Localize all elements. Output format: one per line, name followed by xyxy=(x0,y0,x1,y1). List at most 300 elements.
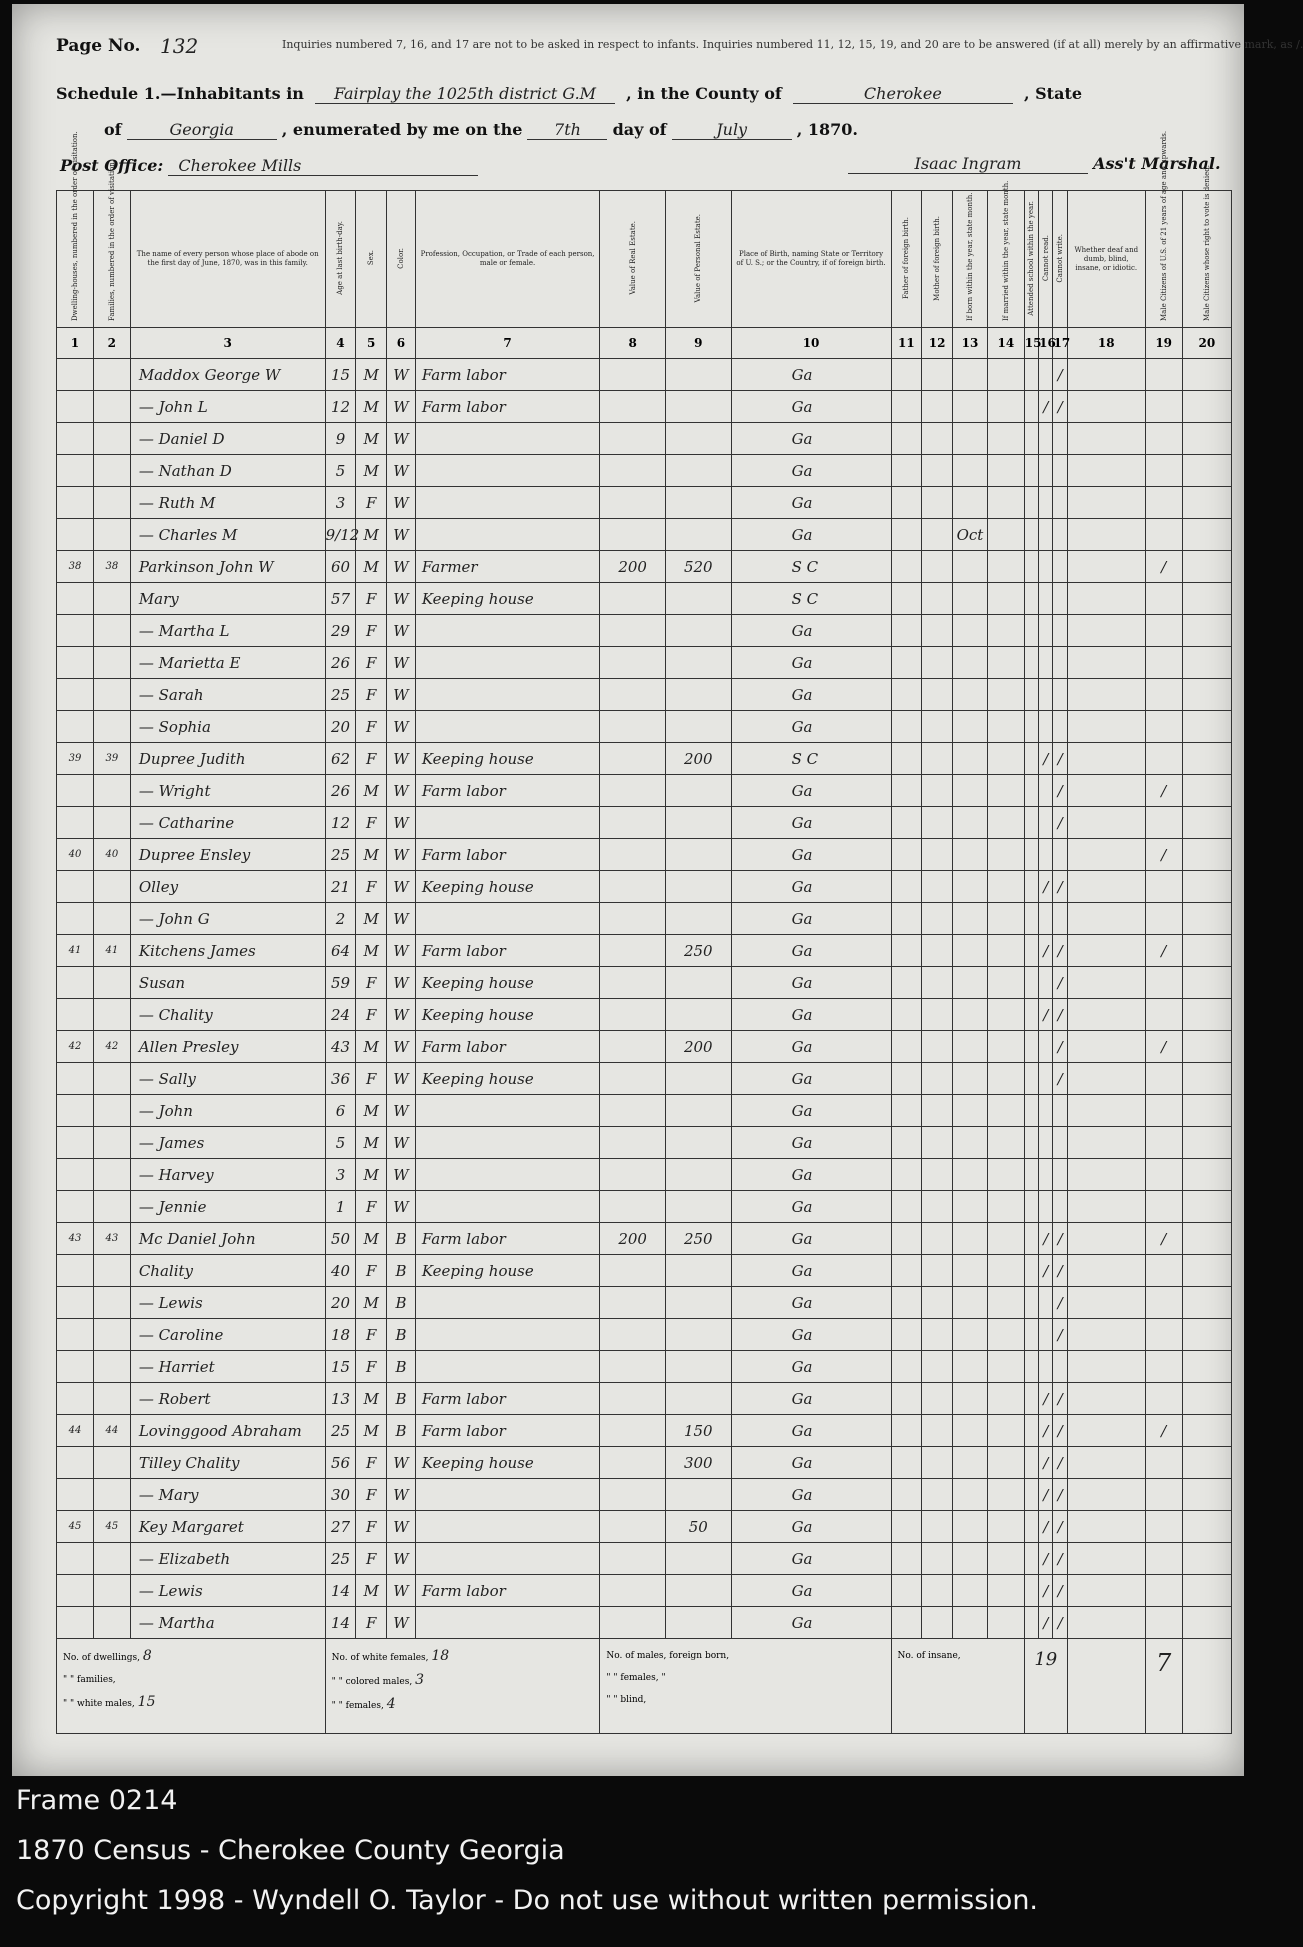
male-citizen xyxy=(1145,967,1182,999)
real-estate-value xyxy=(600,359,666,391)
age: 3 xyxy=(325,487,356,519)
person-name: Mc Daniel John xyxy=(130,1223,325,1255)
mother-foreign xyxy=(922,1511,953,1543)
dwelling-number xyxy=(57,1351,94,1383)
male-citizen xyxy=(1145,1287,1182,1319)
married-month xyxy=(987,1575,1024,1607)
real-estate-value xyxy=(600,1543,666,1575)
married-month xyxy=(987,903,1024,935)
cannot-read: / xyxy=(1039,1479,1053,1511)
person-name: Tilley Chality xyxy=(130,1447,325,1479)
vote-denied xyxy=(1182,679,1231,711)
dwelling-number: 40 xyxy=(57,839,94,871)
real-estate-value xyxy=(600,711,666,743)
cannot-read xyxy=(1039,1127,1053,1159)
father-foreign xyxy=(891,1127,922,1159)
column-number: 11 xyxy=(891,328,922,359)
census-rows xyxy=(57,359,1232,1639)
person-name: — Lewis xyxy=(130,1287,325,1319)
cannot-write xyxy=(1053,551,1067,583)
dwelling-number xyxy=(57,1191,94,1223)
father-foreign xyxy=(891,1383,922,1415)
school xyxy=(1024,1095,1038,1127)
birthplace: S C xyxy=(731,583,891,615)
county-name: Cherokee xyxy=(793,84,1013,104)
birthplace: Ga xyxy=(731,1095,891,1127)
census-row xyxy=(57,647,1232,679)
male-citizen xyxy=(1145,1319,1182,1351)
dwelling-number xyxy=(57,519,94,551)
age: 9/12 xyxy=(325,519,356,551)
sex: M xyxy=(356,1031,387,1063)
personal-estate-value xyxy=(665,423,731,455)
birthplace: Ga xyxy=(731,1031,891,1063)
infirmity xyxy=(1067,647,1145,679)
infirmity xyxy=(1067,871,1145,903)
real-estate-value xyxy=(600,1511,666,1543)
married-month xyxy=(987,423,1024,455)
birth-month xyxy=(953,839,988,871)
infirmity xyxy=(1067,1063,1145,1095)
real-estate-value xyxy=(600,1607,666,1639)
personal-estate-value xyxy=(665,519,731,551)
birthplace: Ga xyxy=(731,807,891,839)
school xyxy=(1024,455,1038,487)
birthplace: Ga xyxy=(731,839,891,871)
married-month xyxy=(987,1287,1024,1319)
frame-label: Frame 0214 xyxy=(16,1785,178,1816)
summary-whites-colored: No. of white females, 18 " " colored males, 3 " " females, 4 xyxy=(325,1639,600,1734)
cannot-read xyxy=(1039,775,1053,807)
vote-denied xyxy=(1182,743,1231,775)
color: W xyxy=(387,1447,416,1479)
sex: F xyxy=(356,1319,387,1351)
cannot-write: / xyxy=(1053,999,1067,1031)
family-number xyxy=(93,1127,130,1159)
post-office-label: Post Office: xyxy=(60,156,164,175)
enumeration-year: , 1870. xyxy=(796,120,858,139)
dwelling-number xyxy=(57,1543,94,1575)
census-row xyxy=(57,551,1232,583)
cannot-write xyxy=(1053,455,1067,487)
cannot-read xyxy=(1039,519,1053,551)
cannot-write xyxy=(1053,839,1067,871)
mother-foreign xyxy=(922,1607,953,1639)
real-estate-value xyxy=(600,615,666,647)
family-number xyxy=(93,615,130,647)
dwelling-number xyxy=(57,775,94,807)
sex: F xyxy=(356,1511,387,1543)
person-name: Maddox George W xyxy=(130,359,325,391)
married-month xyxy=(987,775,1024,807)
column-number: 8 xyxy=(600,328,666,359)
infirmity xyxy=(1067,967,1145,999)
birthplace: Ga xyxy=(731,871,891,903)
mother-foreign xyxy=(922,1479,953,1511)
school xyxy=(1024,967,1038,999)
real-estate-value: 200 xyxy=(600,1223,666,1255)
occupation xyxy=(415,679,600,711)
male-citizen xyxy=(1145,1447,1182,1479)
dwelling-number: 38 xyxy=(57,551,94,583)
cannot-read: / xyxy=(1039,1607,1053,1639)
person-name: — Sally xyxy=(130,1063,325,1095)
cannot-read xyxy=(1039,903,1053,935)
cannot-read: / xyxy=(1039,391,1053,423)
sex: F xyxy=(356,1607,387,1639)
age: 30 xyxy=(325,1479,356,1511)
person-name: — John xyxy=(130,1095,325,1127)
dwelling-number xyxy=(57,1095,94,1127)
enumerated-label: , enumerated by me on the xyxy=(281,120,523,139)
father-foreign xyxy=(891,583,922,615)
cannot-write: / xyxy=(1053,775,1067,807)
occupation: Farm labor xyxy=(415,1223,600,1255)
person-name: Susan xyxy=(130,967,325,999)
occupation xyxy=(415,1511,600,1543)
married-month xyxy=(987,391,1024,423)
person-name: — Mary xyxy=(130,1479,325,1511)
vote-denied xyxy=(1182,487,1231,519)
real-estate-value xyxy=(600,647,666,679)
personal-estate-value xyxy=(665,679,731,711)
personal-estate-value xyxy=(665,1159,731,1191)
column-number: 2 xyxy=(93,328,130,359)
school xyxy=(1024,775,1038,807)
birth-month xyxy=(953,1159,988,1191)
cannot-write: / xyxy=(1053,1447,1067,1479)
married-month xyxy=(987,743,1024,775)
census-row xyxy=(57,615,1232,647)
mother-foreign xyxy=(922,775,953,807)
male-citizen xyxy=(1145,359,1182,391)
age: 25 xyxy=(325,679,356,711)
birth-month xyxy=(953,1191,988,1223)
census-row xyxy=(57,775,1232,807)
birth-month xyxy=(953,679,988,711)
cannot-read xyxy=(1039,583,1053,615)
color: W xyxy=(387,1191,416,1223)
birthplace: Ga xyxy=(731,647,891,679)
occupation xyxy=(415,1127,600,1159)
column-number-row xyxy=(57,328,1232,359)
infirmity xyxy=(1067,1543,1145,1575)
father-foreign xyxy=(891,487,922,519)
father-foreign xyxy=(891,743,922,775)
person-name: — Harvey xyxy=(130,1159,325,1191)
mother-foreign xyxy=(922,679,953,711)
male-citizen xyxy=(1145,519,1182,551)
mother-foreign xyxy=(922,1127,953,1159)
real-estate-value xyxy=(600,519,666,551)
male-citizen xyxy=(1145,1191,1182,1223)
real-estate-value xyxy=(600,1415,666,1447)
family-number xyxy=(93,967,130,999)
school xyxy=(1024,1159,1038,1191)
sex: M xyxy=(356,519,387,551)
census-row xyxy=(57,519,1232,551)
male-citizen: / xyxy=(1145,1223,1182,1255)
cannot-read xyxy=(1039,423,1053,455)
family-number xyxy=(93,583,130,615)
married-month xyxy=(987,711,1024,743)
occupation xyxy=(415,711,600,743)
birth-month xyxy=(953,1255,988,1287)
mother-foreign xyxy=(922,1575,953,1607)
cannot-read xyxy=(1039,711,1053,743)
footer-caption xyxy=(16,1776,1266,1926)
birthplace: Ga xyxy=(731,999,891,1031)
cannot-read: / xyxy=(1039,935,1053,967)
cannot-read: / xyxy=(1039,1511,1053,1543)
sex: F xyxy=(356,1255,387,1287)
male-citizen xyxy=(1145,999,1182,1031)
cannot-write: / xyxy=(1053,391,1067,423)
real-estate-value xyxy=(600,1031,666,1063)
occupation xyxy=(415,1095,600,1127)
birth-month xyxy=(953,1447,988,1479)
cannot-write xyxy=(1053,1159,1067,1191)
person-name: — James xyxy=(130,1127,325,1159)
vote-denied xyxy=(1182,1383,1231,1415)
birthplace: S C xyxy=(731,551,891,583)
dwelling-number xyxy=(57,1319,94,1351)
married-month xyxy=(987,1223,1024,1255)
father-foreign xyxy=(891,711,922,743)
page-number: 132 xyxy=(160,34,199,58)
personal-estate-value: 250 xyxy=(665,1223,731,1255)
birth-month xyxy=(953,1319,988,1351)
real-estate-value xyxy=(600,903,666,935)
dwelling-number: 39 xyxy=(57,743,94,775)
census-row xyxy=(57,1255,1232,1287)
sex: F xyxy=(356,999,387,1031)
page-number-label: Page No. xyxy=(56,36,141,56)
cannot-write: / xyxy=(1053,1575,1067,1607)
family-number xyxy=(93,903,130,935)
father-foreign xyxy=(891,1543,922,1575)
sex: M xyxy=(356,903,387,935)
personal-estate-value xyxy=(665,967,731,999)
male-citizen: / xyxy=(1145,839,1182,871)
sex: M xyxy=(356,1159,387,1191)
real-estate-value xyxy=(600,1127,666,1159)
mother-foreign xyxy=(922,1351,953,1383)
father-foreign xyxy=(891,679,922,711)
age: 1 xyxy=(325,1191,356,1223)
sex: M xyxy=(356,775,387,807)
family-number xyxy=(93,1479,130,1511)
infirmity xyxy=(1067,583,1145,615)
school xyxy=(1024,711,1038,743)
occupation: Keeping house xyxy=(415,1063,600,1095)
cannot-write xyxy=(1053,647,1067,679)
cannot-write xyxy=(1053,1191,1067,1223)
personal-estate-value xyxy=(665,839,731,871)
column-number: 14 xyxy=(987,328,1024,359)
cannot-write: / xyxy=(1053,1287,1067,1319)
married-month xyxy=(987,1127,1024,1159)
cannot-write: / xyxy=(1053,1543,1067,1575)
color: W xyxy=(387,1511,416,1543)
school xyxy=(1024,871,1038,903)
cannot-read: / xyxy=(1039,1543,1053,1575)
cannot-read xyxy=(1039,1159,1053,1191)
father-foreign xyxy=(891,1575,922,1607)
cannot-read: / xyxy=(1039,743,1053,775)
birthplace: Ga xyxy=(731,903,891,935)
male-citizen xyxy=(1145,1511,1182,1543)
school xyxy=(1024,583,1038,615)
birthplace: Ga xyxy=(731,1127,891,1159)
occupation xyxy=(415,615,600,647)
personal-estate-value xyxy=(665,359,731,391)
age: 36 xyxy=(325,1063,356,1095)
vote-denied xyxy=(1182,1255,1231,1287)
age: 2 xyxy=(325,903,356,935)
cannot-read xyxy=(1039,551,1053,583)
place-name: Fairplay the 1025th district G.M xyxy=(315,84,615,104)
family-number xyxy=(93,1063,130,1095)
person-name: Key Margaret xyxy=(130,1511,325,1543)
father-foreign xyxy=(891,1095,922,1127)
cannot-write xyxy=(1053,423,1067,455)
col-header-infirmity: Whether deaf and dumb, blind, insane, or idiotic. xyxy=(1067,191,1145,328)
father-foreign xyxy=(891,551,922,583)
mother-foreign xyxy=(922,1383,953,1415)
cannot-write: / xyxy=(1053,1383,1067,1415)
male-citizen xyxy=(1145,679,1182,711)
color: W xyxy=(387,359,416,391)
vote-denied xyxy=(1182,551,1231,583)
col-header-married-in-year: If married within the year, state month. xyxy=(987,191,1024,328)
column-number: 5 xyxy=(356,328,387,359)
mother-foreign xyxy=(922,1543,953,1575)
age: 5 xyxy=(325,455,356,487)
color: B xyxy=(387,1383,416,1415)
color: W xyxy=(387,423,416,455)
school xyxy=(1024,391,1038,423)
cannot-read: / xyxy=(1039,1383,1053,1415)
census-row xyxy=(57,1287,1232,1319)
personal-estate-value: 300 xyxy=(665,1447,731,1479)
birth-month xyxy=(953,1351,988,1383)
birthplace: Ga xyxy=(731,1255,891,1287)
sex: F xyxy=(356,615,387,647)
schedule-label: Schedule 1.—Inhabitants in xyxy=(56,84,304,103)
vote-denied xyxy=(1182,1447,1231,1479)
census-row xyxy=(57,1351,1232,1383)
sex: M xyxy=(356,1223,387,1255)
male-citizen xyxy=(1145,1351,1182,1383)
family-number: 42 xyxy=(93,1031,130,1063)
cannot-read xyxy=(1039,1287,1053,1319)
vote-denied xyxy=(1182,1415,1231,1447)
married-month xyxy=(987,615,1024,647)
of-label: of xyxy=(104,120,122,139)
school xyxy=(1024,839,1038,871)
family-number xyxy=(93,711,130,743)
married-month xyxy=(987,1063,1024,1095)
age: 9 xyxy=(325,423,356,455)
cannot-write xyxy=(1053,615,1067,647)
census-row xyxy=(57,1511,1232,1543)
dwelling-number xyxy=(57,967,94,999)
cannot-write xyxy=(1053,519,1067,551)
infirmity xyxy=(1067,487,1145,519)
personal-estate-value xyxy=(665,615,731,647)
cannot-write: / xyxy=(1053,1607,1067,1639)
color: W xyxy=(387,1063,416,1095)
infirmity xyxy=(1067,1447,1145,1479)
married-month xyxy=(987,1095,1024,1127)
occupation xyxy=(415,1159,600,1191)
cannot-write xyxy=(1053,583,1067,615)
cannot-read xyxy=(1039,1063,1053,1095)
person-name: Chality xyxy=(130,1255,325,1287)
personal-estate-value: 250 xyxy=(665,935,731,967)
cannot-read: / xyxy=(1039,999,1053,1031)
male-citizen xyxy=(1145,1127,1182,1159)
father-foreign xyxy=(891,391,922,423)
male-citizen xyxy=(1145,583,1182,615)
real-estate-value xyxy=(600,1319,666,1351)
vote-denied xyxy=(1182,519,1231,551)
birth-month xyxy=(953,1063,988,1095)
sex: F xyxy=(356,743,387,775)
census-row xyxy=(57,999,1232,1031)
census-row xyxy=(57,935,1232,967)
infirmity xyxy=(1067,1255,1145,1287)
father-foreign xyxy=(891,423,922,455)
dwelling-number xyxy=(57,423,94,455)
age: 25 xyxy=(325,1543,356,1575)
personal-estate-value xyxy=(665,1383,731,1415)
infirmity xyxy=(1067,775,1145,807)
birth-month xyxy=(953,903,988,935)
sex: F xyxy=(356,871,387,903)
male-citizen: / xyxy=(1145,1415,1182,1447)
census-row xyxy=(57,1159,1232,1191)
married-month xyxy=(987,967,1024,999)
birthplace: Ga xyxy=(731,1351,891,1383)
infirmity xyxy=(1067,679,1145,711)
infirmity xyxy=(1067,1095,1145,1127)
family-number xyxy=(93,423,130,455)
vote-denied xyxy=(1182,935,1231,967)
occupation xyxy=(415,1191,600,1223)
age: 25 xyxy=(325,839,356,871)
cannot-write: / xyxy=(1053,1031,1067,1063)
vote-denied xyxy=(1182,391,1231,423)
male-citizen xyxy=(1145,871,1182,903)
real-estate-value xyxy=(600,743,666,775)
cannot-write xyxy=(1053,1351,1067,1383)
census-row xyxy=(57,679,1232,711)
age: 15 xyxy=(325,1351,356,1383)
instructions-note: Inquiries numbered 7, 16, and 17 are not to be asked in respect to infants. Inquiries numbered 11, 12, 15, 19, and 20 are to be answered (if at all) merely by an affirmative mark, as /. xyxy=(282,38,1303,51)
mother-foreign xyxy=(922,647,953,679)
dwelling-number xyxy=(57,999,94,1031)
birth-month xyxy=(953,583,988,615)
school xyxy=(1024,1511,1038,1543)
column-number: 9 xyxy=(665,328,731,359)
school xyxy=(1024,551,1038,583)
real-estate-value xyxy=(600,1287,666,1319)
birthplace: Ga xyxy=(731,967,891,999)
mother-foreign xyxy=(922,871,953,903)
personal-estate-value xyxy=(665,1575,731,1607)
